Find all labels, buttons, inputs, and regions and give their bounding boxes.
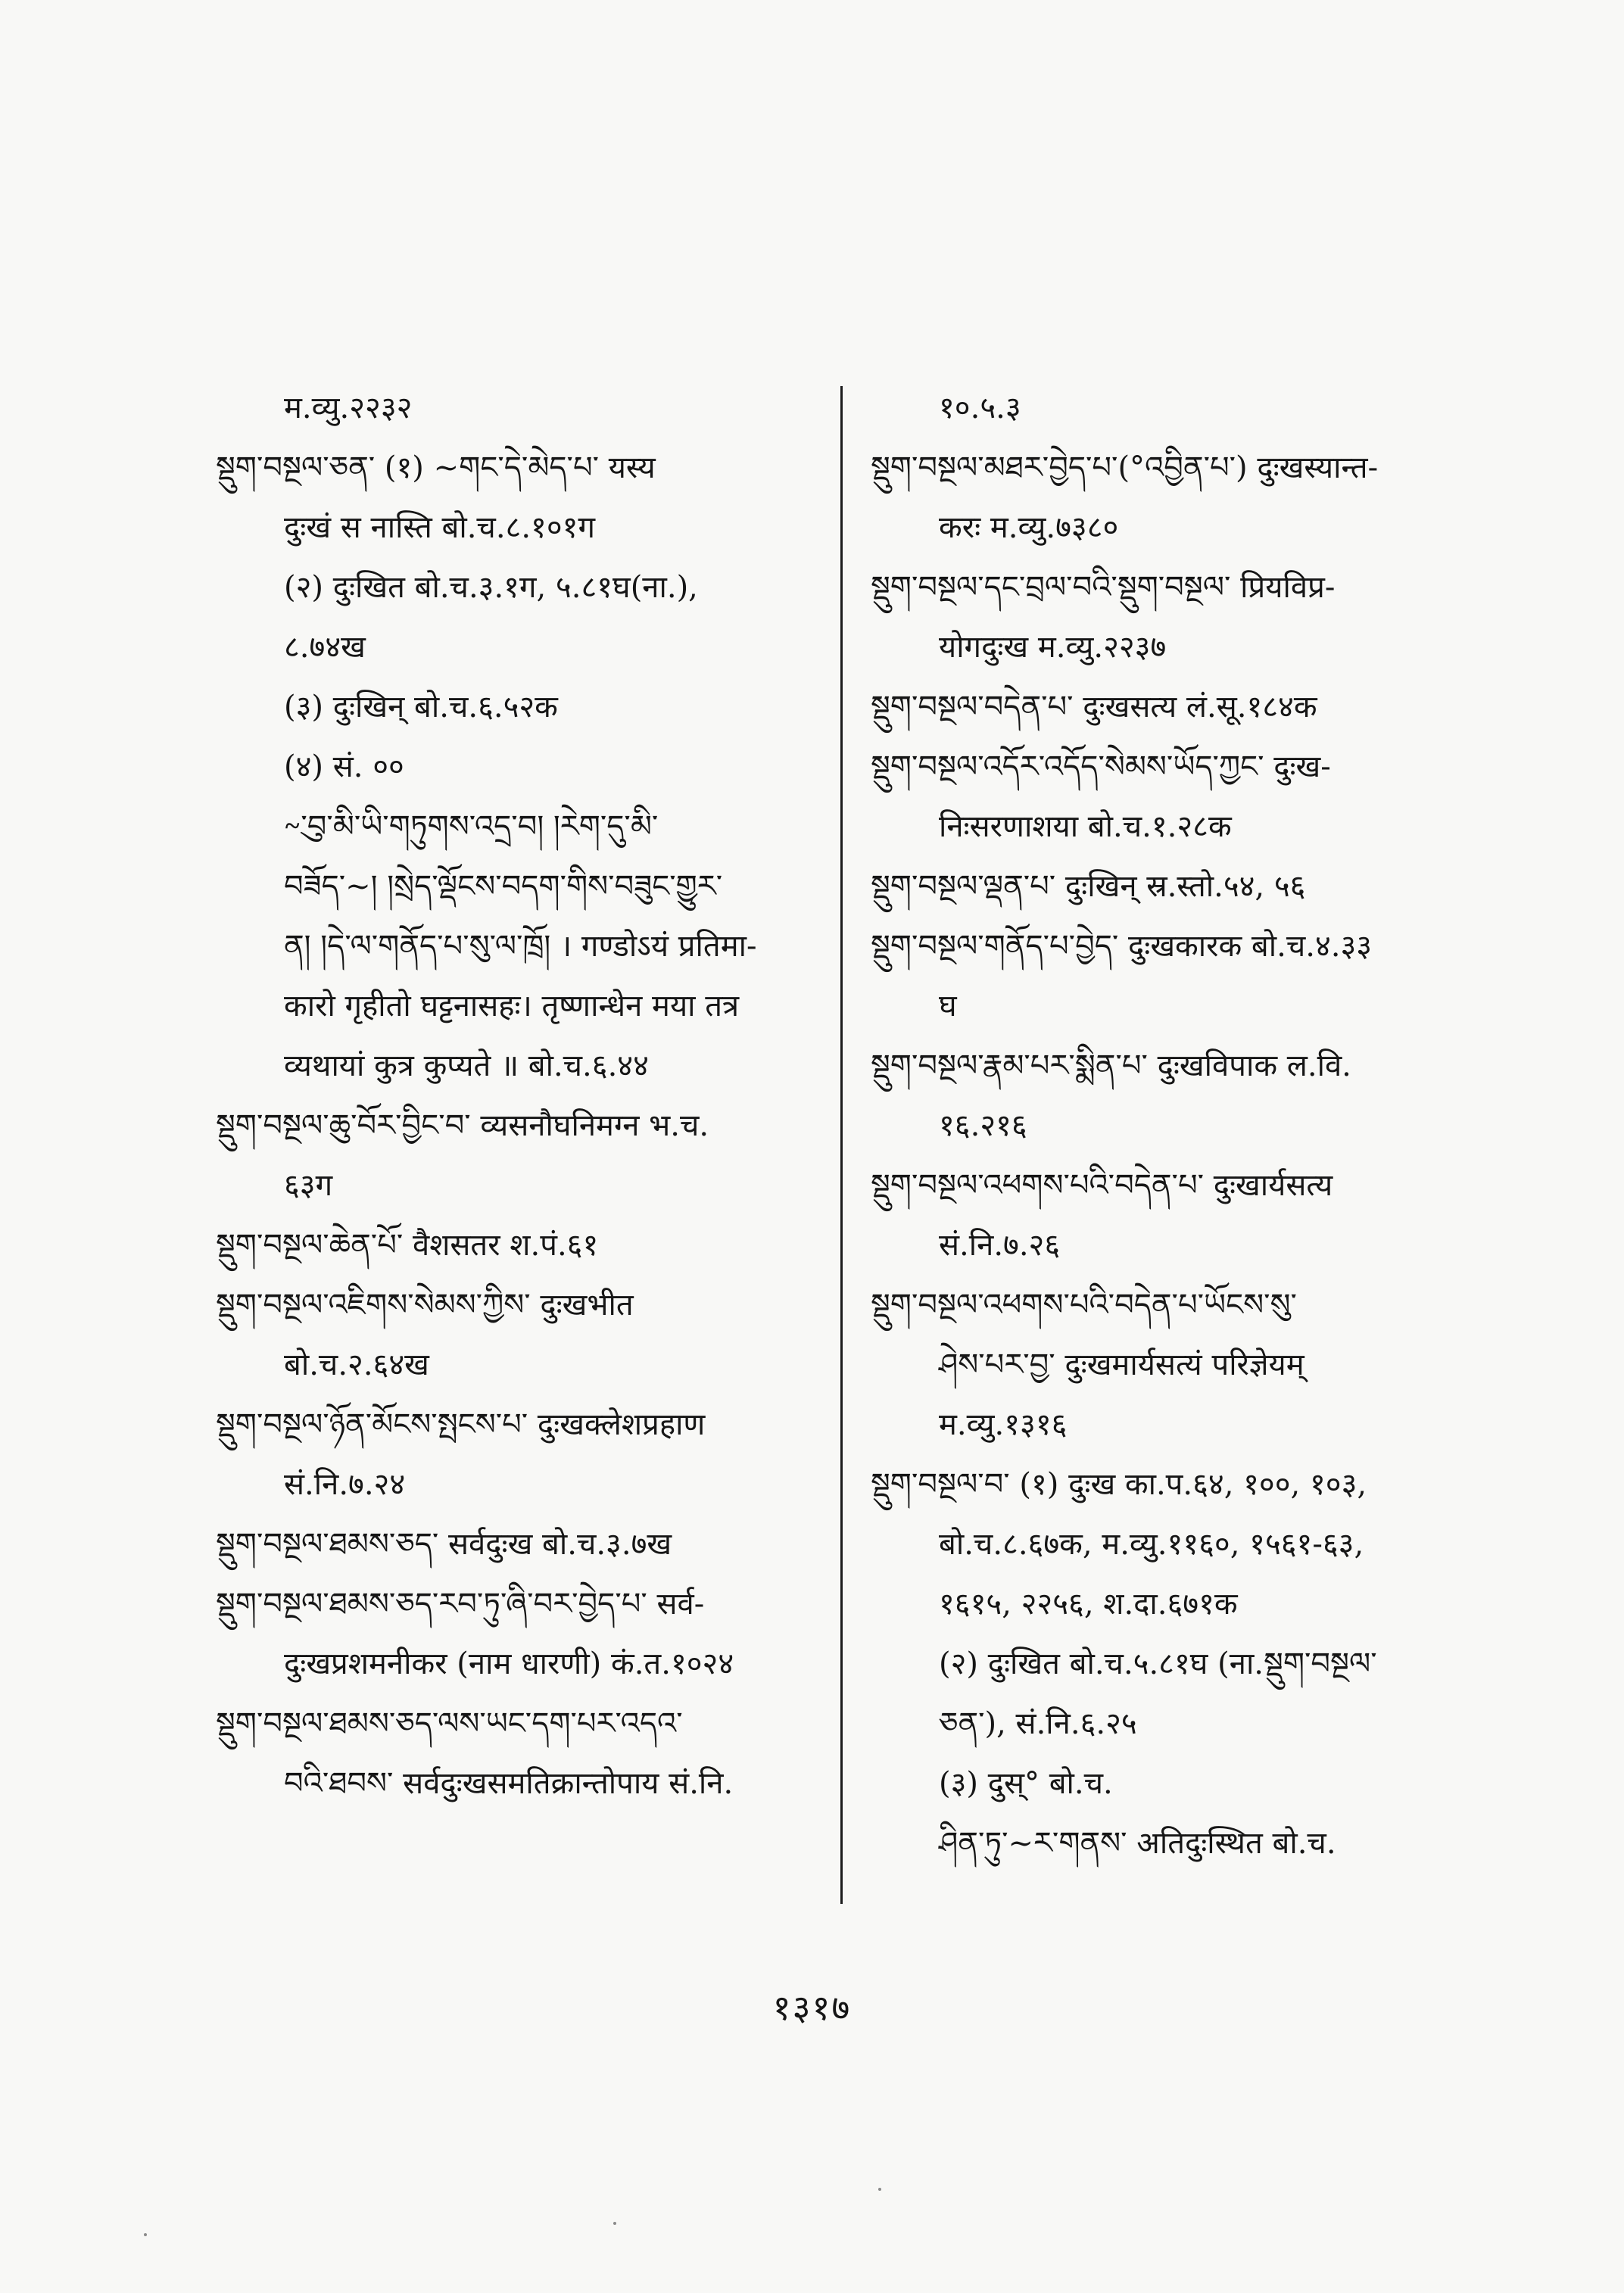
entry-continuation-line: व्यथायां कुत्र कुप्यते ॥ बो.च.६.४४ [284,1048,649,1083]
entry-continuation-line: करः म.व्यु.७३८० [939,510,1119,545]
entry-headword-line: སྡུག་བསྔལ་ཉོན་མོངས་སྤངས་པ་ दुःखक्लेशप्रहाण [216,1407,706,1442]
entry-headword-line: སྡུག་བསྔལ་ཆུ་བོར་བྱིང་བ་ व्यसनौघनिमग्न भ.च. [216,1108,709,1143]
entry-headword-line: སྡུག་བསྔལ་རྣམ་པར་སྨིན་པ་ दुःखविपाक ल.वि. [871,1048,1351,1083]
entry-continuation-line: ཤེས་པར་བྱ་ दुःखमार्यसत्यं परिज्ञेयम् [939,1347,1304,1382]
entry-continuation-line: (३) दुःखिन् बो.च.६.५२क [284,690,558,724]
entry-continuation-line: १६१५, २२५६, श.दा.६७१क [939,1587,1238,1622]
right-column [871,379,1469,1874]
entry-continuation-line: ན། །དེ་ལ་གནོད་པ་སུ་ལ་ཁྲོ། । गण्डोऽयं प्रतिमा- [284,929,757,964]
entry-headword-line: སྡུག་བསྔལ་འཇིགས་སེམས་ཀྱིས་ दुःखभीत [216,1288,634,1323]
entry-continuation-line: १०.५.३ [939,391,1021,425]
entry-continuation-line: ཅན་), सं.नि.६.२५ [939,1706,1137,1741]
entry-headword-line: སྡུག་བསྔལ་ཐམས་ཅད་ལས་ཡང་དག་པར་འདའ་ [216,1706,683,1741]
entry-headword-line: སྡུག་བསྔལ་བ་ (१) दुःख का.प.६४, १००, १०३, [871,1467,1367,1502]
entry-continuation-line: १६.२१६ [939,1108,1027,1143]
entry-headword-line: སྡུག་བསྔལ་གནོད་པ་བྱེད་ दुःखकारक बो.च.४.३३ [871,929,1373,964]
entry-headword-line: སྡུག་བསྔལ་དང་བྲལ་བའི་སྡུག་བསྔལ་ प्रियविप्र- [871,570,1336,605]
entry-continuation-line: བའི་ཐབས་ सर्वदुःखसमतिक्रान्तोपाय सं.नि. [284,1766,734,1801]
entry-continuation-line: (२) दुःखित बो.च.३.१ग, ५.८१घ(ना.), [284,570,698,605]
entry-headword-line: སྡུག་བསྔལ་ལྡན་པ་ दुःखिन् स्र.स्तो.५४, ५६ [871,869,1306,904]
entry-headword-line: སྡུག་བསྔལ་འདོར་འདོད་སེམས་ཡོད་ཀྱང་ दुःख- [871,749,1331,784]
scan-speck [144,2233,147,2236]
entry-continuation-line: बो.च.२.६४ख [284,1347,429,1382]
entry-headword-line: སྡུག་བསྔལ་ཐམས་ཅད་རབ་ཏུ་ཞི་བར་བྱེད་པ་ सर्व- [216,1587,705,1622]
entry-continuation-line: ८.७४ख [284,630,366,665]
scan-speck [613,2222,616,2225]
entry-continuation-line: सं.नि.७.२६ [939,1228,1061,1263]
left-column [216,379,814,1814]
entry-continuation-line: बो.च.८.६७क, म.व्यु.११६०, १५६१-६३, [939,1527,1364,1562]
entry-continuation-line: घ [939,989,957,1023]
scan-speck [878,2188,881,2191]
entry-continuation-line: योगदुःख म.व्यु.२२३७ [939,630,1167,665]
entry-headword-line: སྡུག་བསྔལ་ཐམས་ཅད་ सर्वदुःख बो.च.३.७ख [216,1527,672,1562]
entry-continuation-line: दुःखप्रशमनीकर (नाम धारणी) कं.त.१०२४ [284,1647,734,1681]
entry-continuation-line: निःसरणाशया बो.च.१.२८क [939,809,1232,844]
entry-continuation-line: कारो गृहीतो घट्टनासहः। तृष्णान्धेन मया तत्र [284,989,740,1023]
entry-continuation-line: सं.नि.७.२४ [284,1467,406,1502]
entry-continuation-line: (३) दुस्° बो.च. [939,1766,1113,1801]
entry-continuation-line: (२) दुःखित बो.च.५.८१घ (ना.སྡུག་བསྔལ་ [939,1647,1377,1681]
entry-headword-line: སྡུག་བསྔལ་ཅན་ (१) ~གང་དེ་མེད་པ་ यस्य [216,450,656,485]
entry-continuation-line: ~ུ་བ་མི་ཡི་གཏུགས་འདྲ་བ། །རེག་དུ་མི་ [284,809,659,844]
entry-headword-line: སྡུག་བསྔལ་འཕགས་པའི་བདེན་པ་ दुःखार्यसत्य [871,1168,1333,1203]
entry-continuation-line: दुःखं स नास्ति बो.च.८.१०१ग [284,510,595,545]
entry-continuation-line: བཟོད་~། །སྲེད་ལྡོངས་བདག་གིས་བཟུང་གྱུར་ [284,869,723,904]
entry-continuation-line: ཤིན་ཏུ་~ར་གནས་ अतिदुःस्थित बो.च. [939,1826,1336,1861]
entry-headword-line: སྡུག་བསྔལ་བདེན་པ་ दुःखसत्य लं.सू.१८४क [871,690,1317,724]
entry-continuation-line: ६३ग [284,1168,333,1203]
entry-continuation-line: म.व्यु.१३१६ [939,1407,1068,1442]
entry-headword-line: སྡུག་བསྔལ་མཐར་བྱེད་པ་(°འབྱིན་པ་) दुःखस्यान्त- [871,450,1379,485]
page-number: १३१७ [772,1987,852,2028]
entry-continuation-line: (४) सं. ०० [284,749,404,784]
entry-headword-line: སྡུག་བསྔལ་ཆེན་པོ་ वैशसतर श.पं.६१ [216,1228,599,1263]
entry-headword-line: སྡུག་བསྔལ་འཕགས་པའི་བདེན་པ་ཡོངས་སུ་ [871,1288,1297,1323]
column-divider [840,386,843,1904]
entry-continuation-line: म.व्यु.२२३२ [284,391,413,425]
